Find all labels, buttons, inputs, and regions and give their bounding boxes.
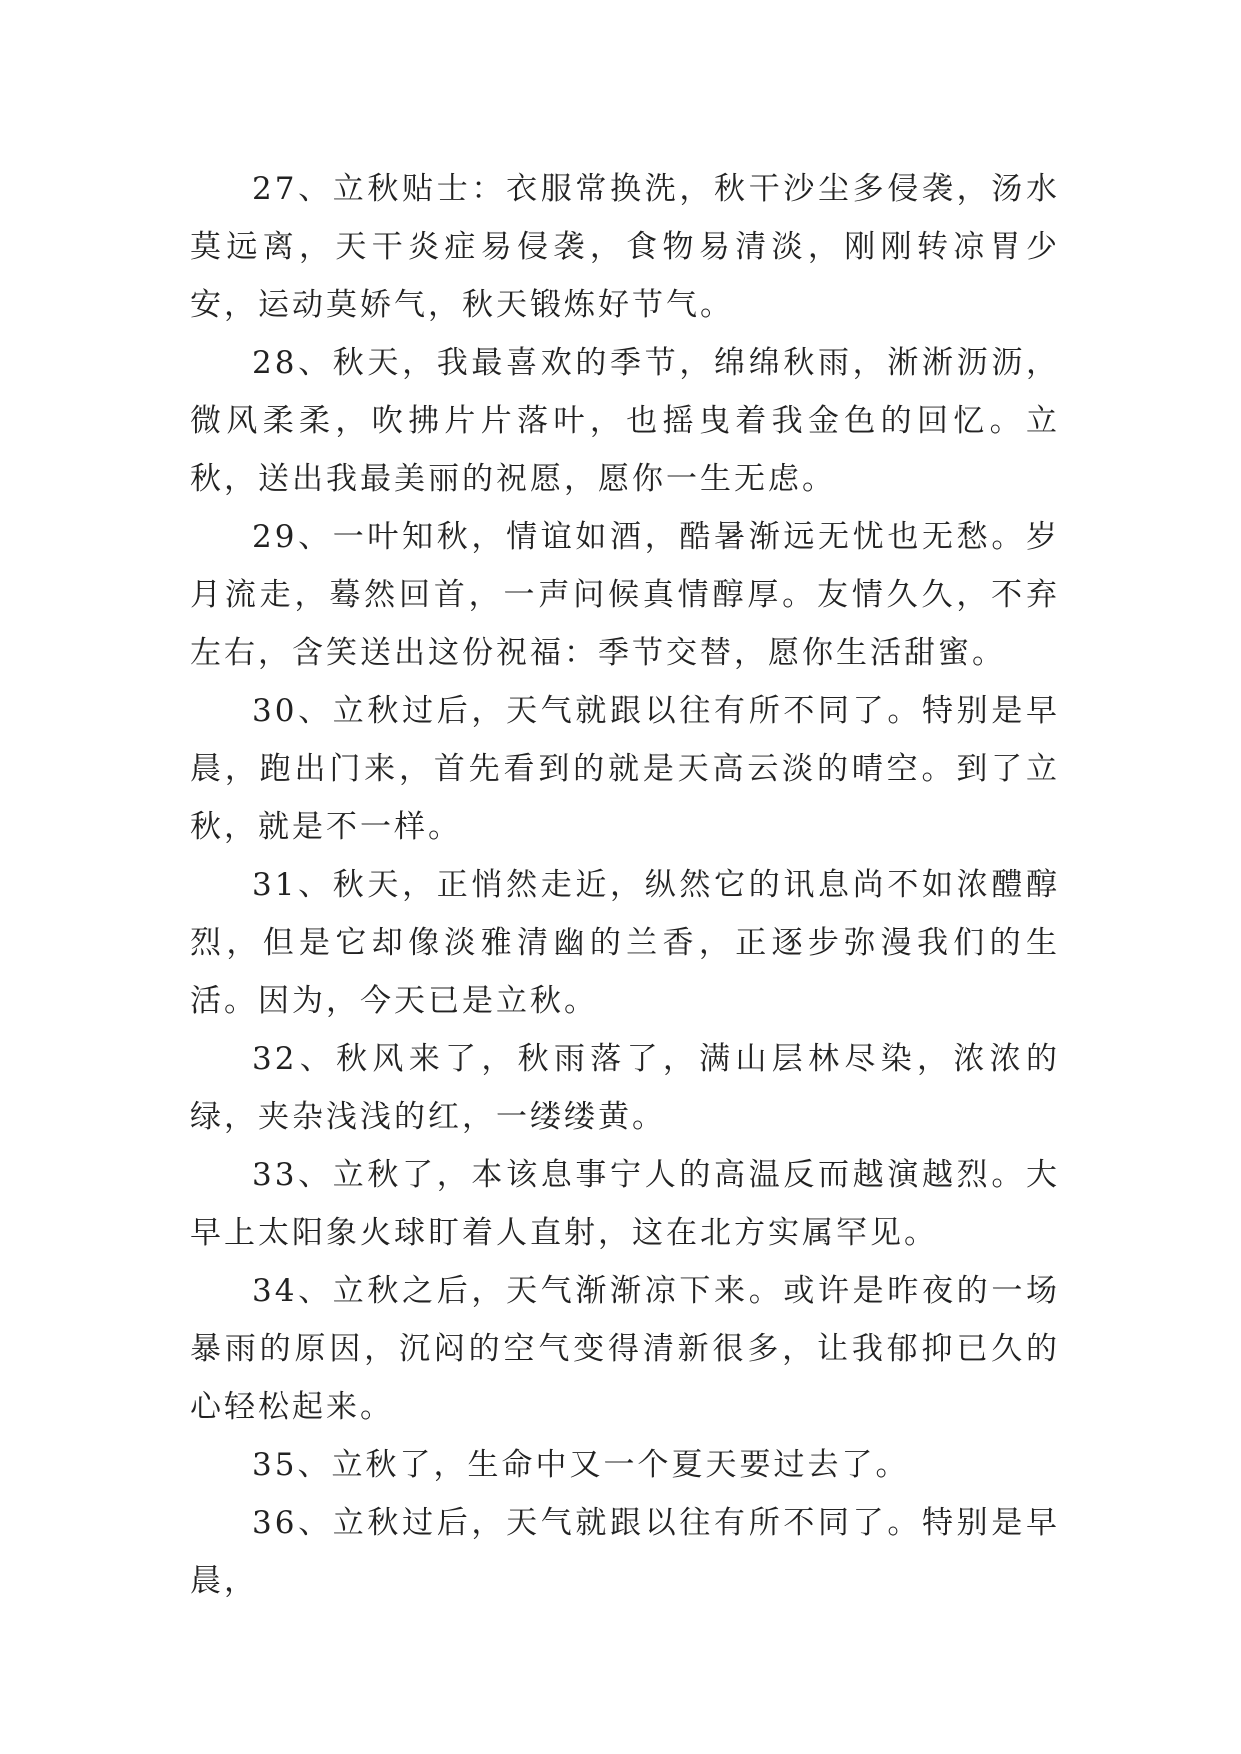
paragraph-35: 35、立秋了，生命中又一个夏天要过去了。 [252,1447,910,1483]
paragraph-29: 29、一叶知秋，情谊如酒，酷暑渐远无忧也无愁。岁月流走，蓦然回首，一声问候真情醇厚。友情久久，不弃左右，含笑送出这份祝福：季节交替，愿你生活甜蜜。 [190,519,1060,671]
paragraph-32: 32、秋风来了，秋雨落了，满山层林尽染，浓浓的绿，夹杂浅浅的红，一缕缕黄。 [190,1041,1060,1135]
paragraph-31: 31、秋天，正悄然走近，纵然它的讯息尚不如浓醴醇烈，但是它却像淡雅清幽的兰香，正逐步弥漫我们的生活。因为，今天已是立秋。 [190,867,1060,1019]
paragraph-28: 28、秋天，我最喜欢的季节，绵绵秋雨，淅淅沥沥，微风柔柔，吹拂片片落叶，也摇曳着我金色的回忆。立秋，送出我最美丽的祝愿，愿你一生无虑。 [190,345,1060,497]
paragraph-27: 27、立秋贴士：衣服常换洗，秋干沙尘多侵袭，汤水莫远离，天干炎症易侵袭，食物易清淡，刚刚转凉胃少安，运动莫娇气，秋天锻炼好节气。 [190,171,1060,323]
document-body [190,160,1060,1610]
paragraph-36: 36、立秋过后，天气就跟以往有所不同了。特别是早晨， [190,1505,1060,1599]
paragraph-33: 33、立秋了，本该息事宁人的高温反而越演越烈。大早上太阳象火球盯着人直射，这在北方实属罕见。 [190,1157,1060,1251]
paragraph-34: 34、立秋之后，天气渐渐凉下来。或许是昨夜的一场暴雨的原因，沉闷的空气变得清新很多，让我郁抑已久的心轻松起来。 [190,1273,1060,1425]
paragraph-30: 30、立秋过后，天气就跟以往有所不同了。特别是早晨，跑出门来，首先看到的就是天高云淡的晴空。到了立秋，就是不一样。 [190,693,1060,845]
